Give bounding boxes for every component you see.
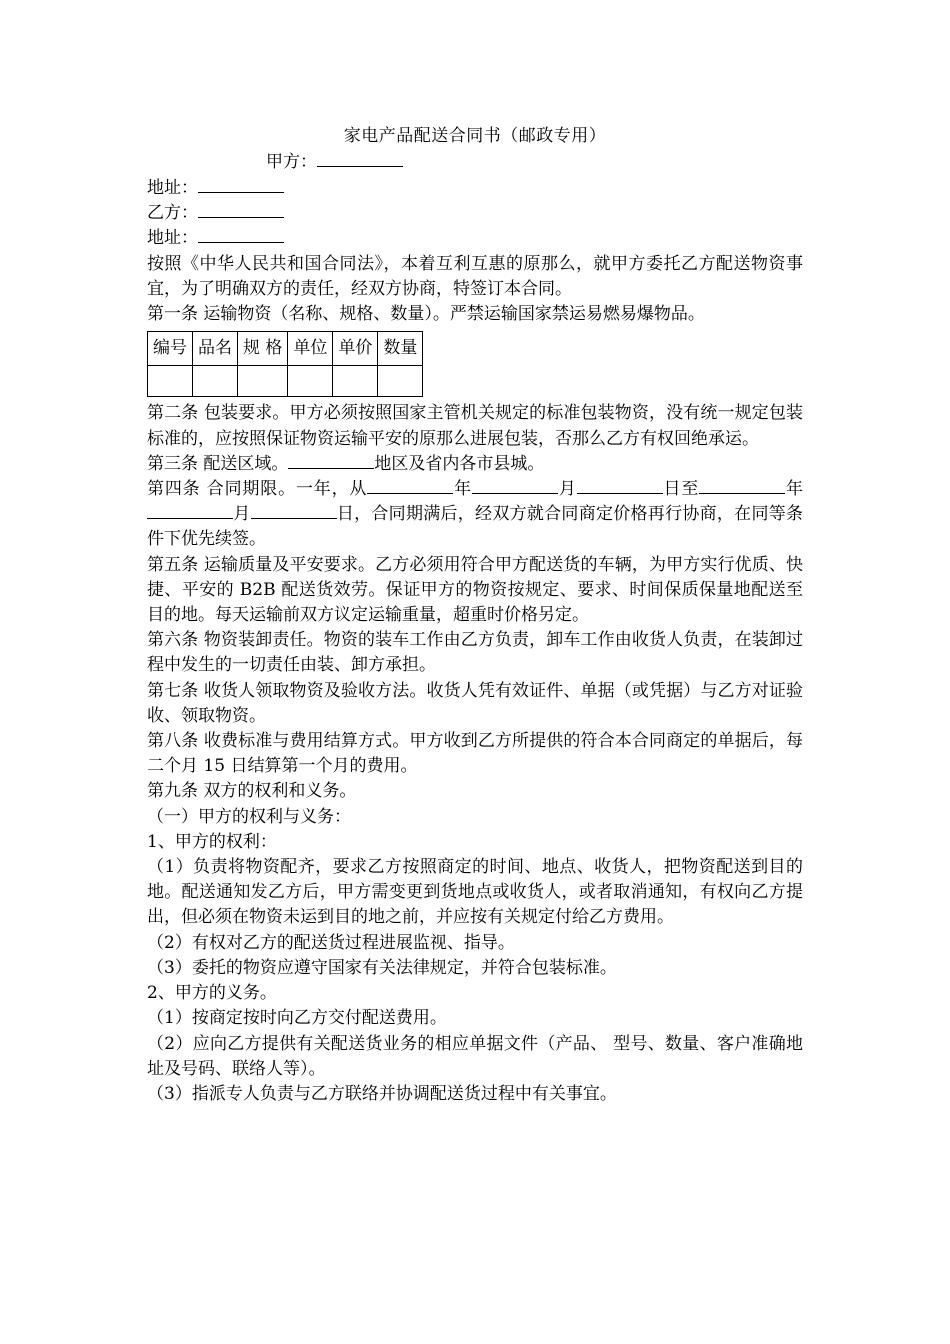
start-month-blank: [472, 479, 558, 494]
table-header-cell: 单位: [288, 332, 333, 366]
party-b-line: [147, 201, 803, 226]
end-year-blank: [147, 504, 233, 519]
end-lead-blank: [699, 479, 785, 494]
address-a-label: 地址：: [147, 178, 198, 198]
region-blank: [288, 454, 374, 469]
table-header-cell: 单价: [333, 332, 378, 366]
table-header-cell: 编号: [148, 332, 193, 366]
party-b-blank: [198, 203, 284, 218]
article-2: 第二条 包装要求。甲方必须按照国家主管机关规定的标准包装物资，没有统一规定包装标准的，应按照保证物资运输平安的原那么进展包装，否那么乙方有权回绝承运。: [147, 403, 803, 449]
start-day-blank: [577, 479, 663, 494]
intro-paragraph: 按照《中华人民共和国合同法》，本着互利互惠的原那么，就甲方委托乙方配送物资事宜，为了明确双方的责任，经双方协商，特签订本合同。: [147, 253, 803, 299]
table-cell: [288, 366, 333, 397]
party-a-line: [266, 150, 403, 174]
duty-item-3: （3）指派专人负责与乙方联络并协调配送货过程中有关事宜。: [147, 1083, 617, 1104]
duty-item-1: （1）按商定按时向乙方交付配送费用。: [147, 1008, 447, 1029]
article-1: 第一条 运输物资（名称、规格、数量）。严禁运输国家禁运易燃易爆物品。: [147, 304, 705, 325]
article-4: [147, 477, 803, 553]
address-a-blank: [198, 178, 284, 193]
day-to-label: 日至: [662, 479, 700, 500]
address-a-line: [147, 176, 803, 201]
duty-item-2: （2）应向乙方提供有关配送货业务的相应单据文件（产品、 型号、数量、客户准确地址及号码、联络人等）。: [147, 1033, 803, 1079]
article-7: 第七条 收货人领取物资及验收方法。收货人凭有效证件、单据（或凭据）与乙方对证验收、领取物资。: [147, 680, 803, 726]
end-month-blank: [251, 504, 337, 519]
article-3: [147, 452, 803, 477]
article-9: 第九条 双方的权利和义务。: [147, 781, 357, 802]
document-title: 家电产品配送合同书（邮政专用）: [343, 126, 607, 146]
article-6: 第六条 物资装卸责任。物资的装车工作由乙方负责，卸车工作由收货人负责，在装卸过程中发生的一切责任由装、卸方承担。: [147, 630, 803, 676]
contract-body: [147, 176, 803, 1107]
article-3-lead: 第三条 配送区域。: [147, 453, 289, 474]
goods-table-empty-row: [148, 366, 423, 397]
table-header-cell: 规 格: [238, 332, 288, 366]
section-1-heading: （一）甲方的权利与义务：: [147, 806, 351, 827]
article-4-tail: 日，合同期满后，经双方就合同商定价格再行协商，在同等条件下优先续签。: [147, 504, 804, 550]
goods-table: [147, 331, 803, 397]
month-label: 月: [557, 479, 577, 500]
address-b-blank: [198, 228, 284, 243]
party-a-blank: [317, 152, 403, 167]
article-8: 第八条 收费标准与费用结算方式。甲方收到乙方所提供的符合本合同商定的单据后，每二个月 15 日结算第一个月的费用。: [147, 731, 803, 777]
address-b-line: [147, 226, 803, 251]
year-label: 年: [453, 479, 472, 500]
table-cell: [148, 366, 193, 397]
table-cell: [378, 366, 423, 397]
right-item-1: （1）负责将物资配齐，要求乙方按照商定的时间、地点、收货人，把物资配送到目的地。配送通知发乙方后，甲方需变更到货地点或收货人，或者取消通知，有权向乙方提出，但必须在物资未运到目的地之前，并应按有关规定付给乙方费用。: [147, 857, 803, 928]
party-a-rights-heading: 1、甲方的权利：: [147, 831, 277, 852]
start-year-blank: [367, 479, 453, 494]
year-label: 年: [785, 479, 804, 500]
party-a-label: 甲方：: [266, 152, 317, 172]
party-a-duties-heading: 2、甲方的义务。: [147, 983, 277, 1004]
right-item-3: （3）委托的物资应遵守国家有关法律规定，并符合包装标准。: [147, 957, 617, 978]
table-cell: [238, 366, 288, 397]
table-cell: [193, 366, 238, 397]
right-item-2: （2）有权对乙方的配送货过程进展监视、指导。: [147, 932, 515, 953]
goods-table-grid: [147, 331, 423, 397]
article-4-lead: 第四条 合同期限。一年，从: [147, 479, 368, 500]
table-cell: [333, 366, 378, 397]
table-header-cell: 品名: [193, 332, 238, 366]
goods-table-header-row: [148, 332, 423, 366]
table-header-cell: 数量: [378, 332, 423, 366]
address-b-label: 地址：: [147, 228, 198, 249]
party-b-label: 乙方：: [147, 203, 198, 224]
month-label: 月: [233, 504, 251, 525]
article-3-tail: 地区及省内各市县城。: [374, 453, 545, 474]
article-5: 第五条 运输质量及平安要求。乙方必须用符合甲方配送货的车辆，为甲方实行优质、快捷、平安的 B2B 配送货效劳。保证甲方的物资按规定、要求、时间保质保量地配送至目的地。每天运输前双方议定运输重量，超重时价格另定。: [147, 554, 803, 626]
